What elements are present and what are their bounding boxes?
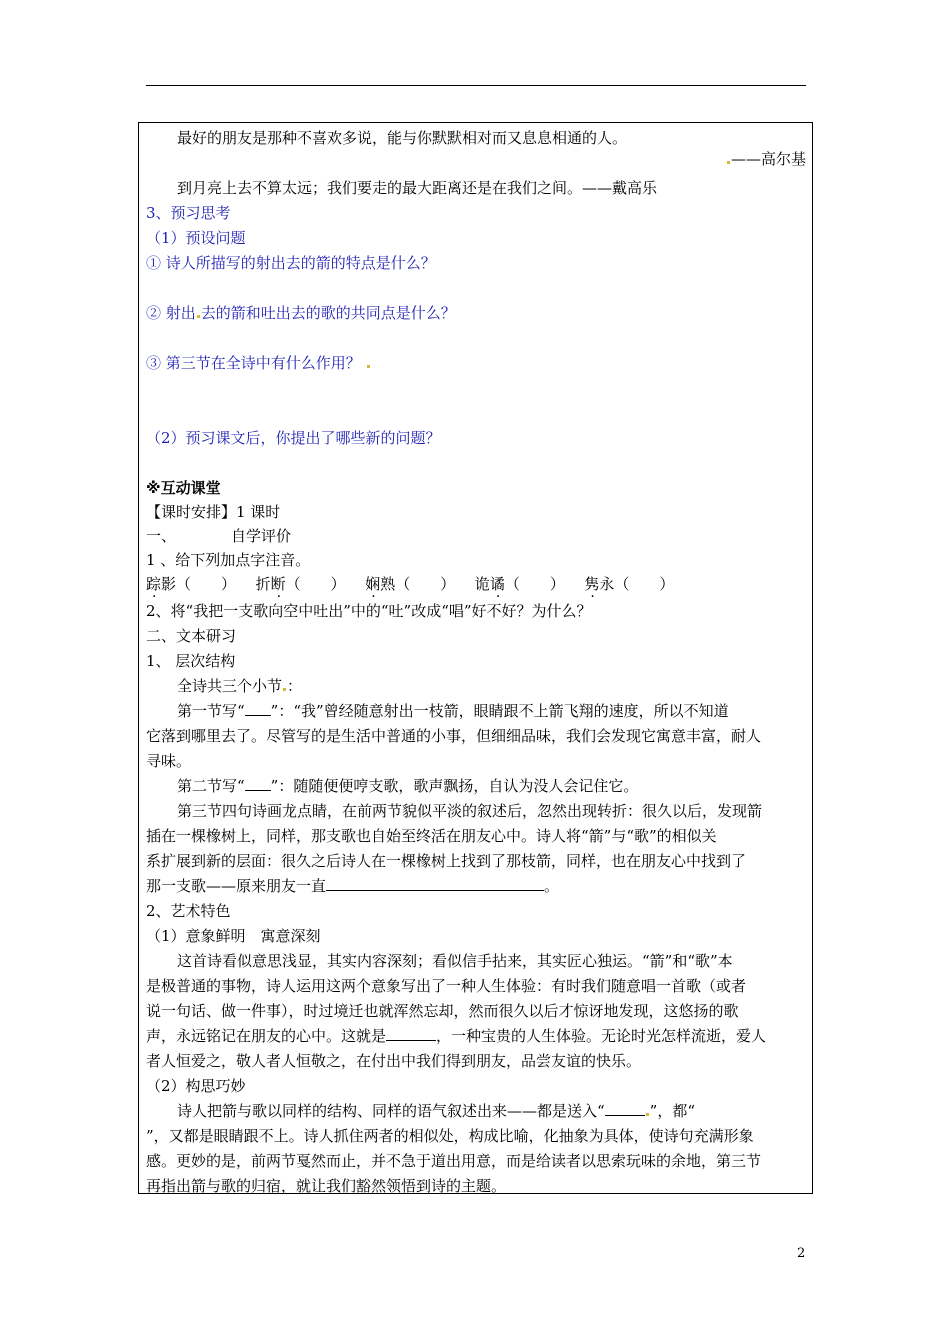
section-2-title: 二、文本研习 xyxy=(146,627,237,645)
preview-heading: 3、预习思考 xyxy=(146,204,231,222)
classroom-heading: ※互动课堂 xyxy=(146,479,221,497)
preview-sub1: （1）预设问题 xyxy=(146,229,246,247)
para-1-line-1: 第一节写“ ”：“我”曾经随意射出一枝箭，眼睛跟不上箭飞翔的速度，所以不知道 xyxy=(177,702,729,720)
page-number: 2 xyxy=(797,1246,806,1261)
section-1-title: 一、 自学评价 xyxy=(146,527,292,545)
preview-question-2: ② 射出 去的箭和吐出去的歌的共同点是什么？ xyxy=(146,304,456,322)
pinyin-item: 折断（ ） xyxy=(255,575,346,593)
blank-2[interactable] xyxy=(245,776,271,791)
pinyin-item: 踪影（ ） xyxy=(146,575,237,593)
preview-question-3: ③ 第三节在全诗中有什么作用？ xyxy=(146,353,371,373)
blank-1[interactable] xyxy=(245,701,271,716)
para-3-line-2: 插在一棵橡树上，同样，那支歌也自始至终活在朋友心中。诗人将“箭”与“歌”的相似关 xyxy=(146,827,717,845)
pinyin-item: 诡谲（ ） xyxy=(474,575,565,593)
para-4-line-1: 这首诗看似意思浅显，其实内容深刻；看似信手拈来，其实匠心独运。“箭”和“歌”本 xyxy=(177,952,733,970)
para-5-line-2: ”，又都是眼睛跟不上。诗人抓住两者的相似处，构成比喻，化抽象为具体，使诗句充满形象 xyxy=(146,1127,754,1145)
para-5-line-1: 诗人把箭与歌以同样的结构、同样的语气叙述出来——都是送入“ ”，都“ xyxy=(177,1102,696,1120)
quote-1: 最好的朋友是那种不喜欢多说，能与你默默相对而又息息相通的人。 xyxy=(177,129,628,147)
para-4-line-4: 声，永远铭记在朋友的心中。这就是 ，一种宝贵的人生体验。无论时光怎样流逝，爱人 xyxy=(146,1027,767,1045)
item-1: 1 、给下列加点字注音。 xyxy=(146,551,311,569)
para-1-line-2: 它落到哪里去了。尽管写的是生活中普通的小事，但细细品味，我们会发现它寓意丰富，耐人 xyxy=(146,727,762,745)
para-1-line-3: 寻味。 xyxy=(146,752,192,770)
para-5-line-4: 再指出箭与歌的归宿，就让我们豁然领悟到诗的主题。 xyxy=(146,1177,507,1195)
para-4-line-2: 是极普通的事物，诗人运用这两个意象写出了一种人生体验：有时我们随意唱一首歌（或者 xyxy=(146,977,747,995)
structure-intro: 全诗共三个小节 ： xyxy=(177,677,303,695)
features-heading: 2、艺术特色 xyxy=(146,902,231,920)
para-3-line-1: 第三节四句诗画龙点睛，在前两节貌似平淡的叙述后，忽然出现转折：很久以后，发现箭 xyxy=(177,802,763,820)
pinyin-item: 隽永（ ） xyxy=(584,575,675,593)
item-2: 2、将“我把一支歌向空中吐出”中的“吐”改成“唱”好不好？为什么？ xyxy=(146,602,592,620)
quote-1-author: ——高尔基 xyxy=(726,149,806,169)
para-3-line-4: 那一支歌——原来朋友一直 。 xyxy=(146,877,560,895)
feature-2-heading: （2）构思巧妙 xyxy=(146,1077,246,1095)
para-4-line-5: 者人恒爱之，敬人者人恒敬之，在付出中我们得到朋友，品尝友谊的快乐。 xyxy=(146,1052,642,1070)
quote-2: 到月亮上去不算太远；我们要走的最大距离还是在我们之间。——戴高乐 xyxy=(177,179,658,197)
blank-4[interactable] xyxy=(386,1026,436,1041)
structure-heading: 1、 层次结构 xyxy=(146,652,236,670)
header-rule xyxy=(146,85,806,86)
schedule: 【课时安排】1 课时 xyxy=(146,503,281,521)
pinyin-item: 娴熟（ ） xyxy=(365,575,456,593)
para-3-line-3: 系扩展到新的层面：很久之后诗人在一棵橡树上找到了那枝箭，同样，也在朋友心中找到了 xyxy=(146,852,747,870)
preview-question-1: ① 诗人所描写的射出去的箭的特点是什么？ xyxy=(146,254,436,272)
para-4-line-3: 说一句话、做一件事），时过境迁也就浑然忘却，然而很久以后才惊讶地发现，这悠扬的歌 xyxy=(146,1002,739,1020)
para-2: 第二节写“ ”：随随便便哼支歌，歌声飘扬，自认为没人会记住它。 xyxy=(177,777,639,795)
feature-1-heading: （1）意象鲜明 寓意深刻 xyxy=(146,927,321,945)
blank-3[interactable] xyxy=(326,876,544,891)
preview-sub2: （2）预习课文后，你提出了哪些新的问题？ xyxy=(146,429,441,447)
pinyin-row xyxy=(146,574,674,594)
blank-5[interactable] xyxy=(605,1101,645,1116)
para-5-line-3: 感。更妙的是，前两节戛然而止，并不急于道出用意，而是给读者以思索玩味的余地，第三节 xyxy=(146,1152,762,1170)
